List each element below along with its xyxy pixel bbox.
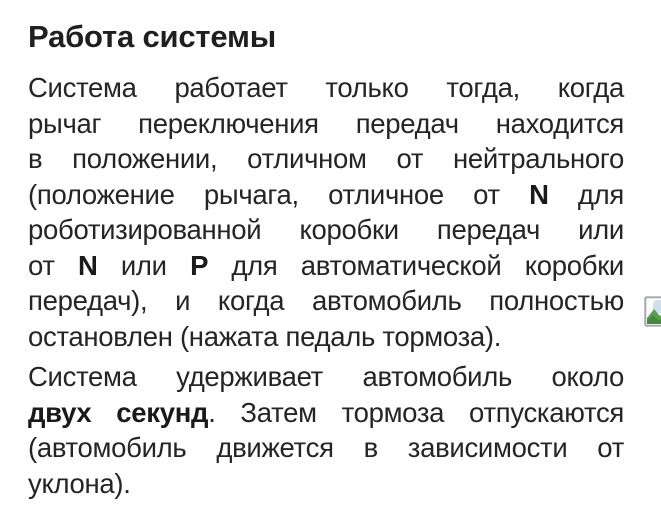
text-segment: (автомобиль движется в зависимости от [28,432,624,463]
text-segment: роботизированной коробки передач или [28,214,624,245]
text-segment: Система работает только тогда, когда [28,72,624,103]
text-segment: (положение рычага, отличное от [28,178,530,210]
gear-position-n-label: N [78,249,98,281]
paragraph-system-operation-conditions [28,70,624,354]
text-column [28,19,624,501]
text-segment: . Затем тормоза отпускаются [208,396,624,428]
text-segment: для автоматической коробки [208,249,624,281]
two-seconds-emphasis: двух секунд [28,396,209,428]
text-segment: или [97,249,191,281]
text-segment: уклона). [28,467,131,499]
text-segment: передач), и когда автомобиль полностью [28,285,624,316]
gear-position-n-label: N [529,178,549,210]
gear-position-p-label: P [190,249,209,281]
text-segment: для [548,178,624,210]
text-line [28,212,624,248]
text-line [28,106,624,142]
paragraph-hold-duration [28,359,624,501]
text-line [28,466,624,502]
text-line [28,319,624,355]
text-segment: в положении, отличном от нейтрального [28,143,624,174]
text-line [28,395,624,431]
broken-image-icon [644,296,661,327]
text-line [28,283,624,319]
text-line [28,430,624,466]
text-line [28,248,624,284]
text-line [28,141,624,177]
text-segment: от [28,249,78,281]
text-segment: остановлен (нажата педаль тормоза). [28,320,502,352]
text-segment: Система удерживает автомобиль около [28,361,624,392]
text-line [28,177,624,213]
text-line [28,70,624,106]
text-segment: рычаг переключения передач находится [28,107,624,139]
page-title: Работа системы [28,19,277,54]
text-line [28,359,624,395]
